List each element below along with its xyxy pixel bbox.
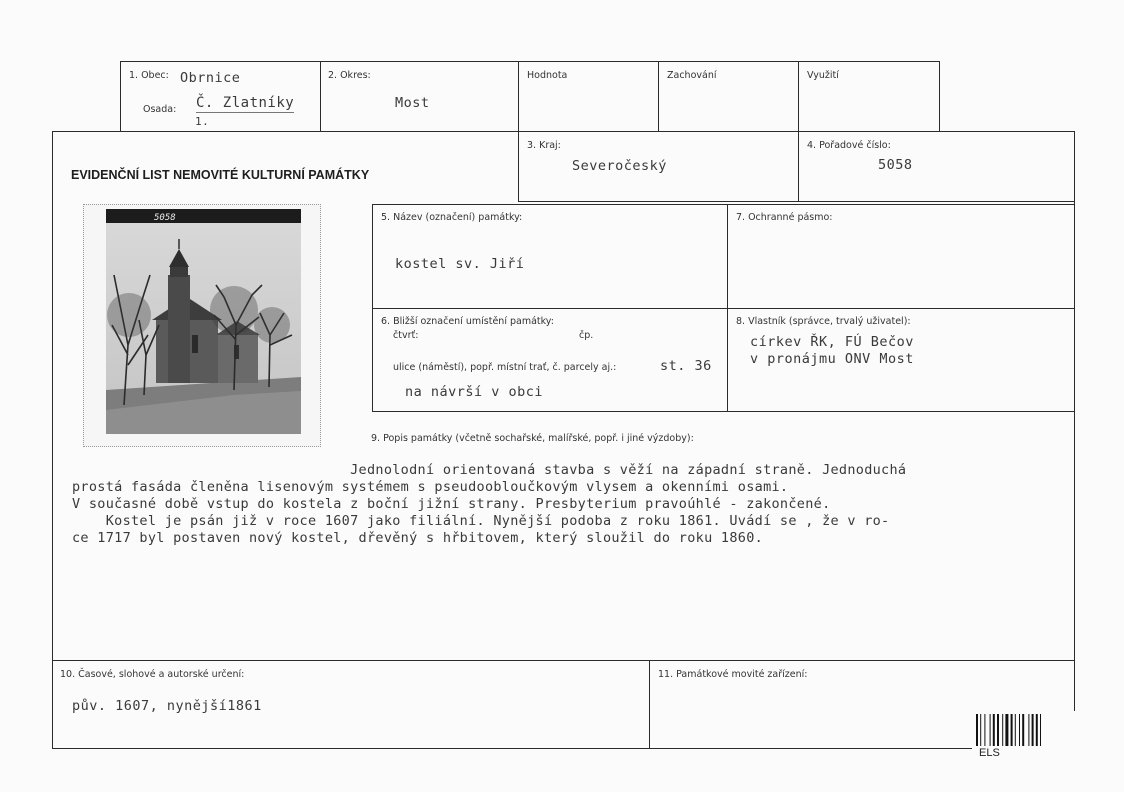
form-title: EVIDENČNÍ LIST NEMOVITÉ KULTURNÍ PAMÁTKY: [71, 168, 370, 182]
zarizeni-label: 11. Památkové movité zařízení:: [658, 669, 808, 680]
barcode-bar: [1005, 714, 1008, 746]
popis-label: 9. Popis památky (včetně sochařské, malířské, popř. i jiné výzdoby):: [371, 433, 694, 444]
okres-value: Most: [395, 95, 430, 111]
nazev-label: 5. Název (označení) památky:: [381, 212, 523, 223]
photo-frame: [83, 204, 321, 447]
osada-note: 1.: [195, 115, 210, 128]
okres-label: 2. Okres:: [328, 70, 371, 81]
urceni-label: 10. Časové, slohové a autorské určení:: [60, 669, 245, 680]
ulice-label: ulice (náměstí), popř. místní trať, č. parcely aj.:: [393, 362, 617, 373]
ctvrt-label: čtvrť:: [393, 330, 419, 341]
ochranne-pasmo-label: 7. Ochranné pásmo:: [736, 212, 833, 223]
poradove-cislo-label: 4. Pořadové číslo:: [807, 140, 891, 151]
obec-value: Obrnice: [180, 70, 241, 86]
barcode-bar: [980, 714, 981, 746]
barcode-bar: [1015, 714, 1016, 746]
parcela-value: st. 36: [660, 358, 712, 374]
barcode-bar: [1002, 714, 1003, 746]
poradove-cislo-value: 5058: [878, 157, 913, 173]
osada-label: Osada:: [143, 104, 177, 115]
popis-text: Jednolodní orientovaná stavba s věží na západní straně. Jednoduchá prostá fasáda členěna lisenovým systémem s pseudoobloučkovým vlysem a okenními osami. V současné době vstup do kostela z boční jižní strany. Presbyterium pravoúhlé - zakončené. Kostel je psán již v roce 1607 jako filiální. Nynější podoba z roku 1861. Uvádí se , že v ro- ce 1717 byl postaven nový kostel, dřevěný s hřbitovem, který sloužil do roku 1860.: [72, 462, 907, 546]
vyuziti-label: Využití: [807, 70, 839, 81]
barcode-bar: [993, 714, 995, 746]
hodnota-label: Hodnota: [527, 70, 568, 81]
vlastnik-label: 8. Vlastník (správce, trvalý uživatel):: [736, 316, 911, 327]
umisteni-label: 6. Bližší označení umístění památky:: [381, 316, 554, 327]
barcode-bar: [1011, 714, 1013, 746]
barcode-bar: [1036, 714, 1038, 746]
barcode-bar: [976, 714, 978, 746]
barcode-bar: [1040, 714, 1041, 746]
nazev-value: kostel sv. Jiří: [395, 256, 525, 272]
umisteni-value: na návrší v obci: [405, 384, 544, 400]
barcode-bar: [1028, 714, 1029, 746]
barcode-bar: [990, 714, 991, 746]
urceni-value: pův. 1607, nynější1861: [72, 698, 262, 714]
osada-value: Č. Zlatníky: [196, 95, 295, 111]
photo-caption: 5058: [154, 213, 176, 223]
barcode-bar: [1032, 714, 1034, 746]
barcode: [974, 712, 1066, 748]
barcode-bar: [1022, 714, 1024, 746]
barcode-text: ELS: [979, 747, 1000, 759]
zachovani-label: Zachování: [667, 70, 717, 81]
vlastnik-line2: v pronájmu ONV Most: [750, 351, 914, 367]
cp-label: čp.: [579, 330, 594, 341]
barcode-bar: [984, 714, 985, 746]
barcode-bar: [997, 714, 999, 746]
church-photo: [84, 205, 320, 446]
vlastnik-line1: církev ŘK, FÚ Bečov: [750, 334, 914, 350]
kraj-value: Severočeský: [572, 158, 667, 174]
obec-label: 1. Obec:: [129, 70, 169, 81]
barcode-bar: [1019, 714, 1020, 746]
kraj-label: 3. Kraj:: [527, 140, 561, 151]
